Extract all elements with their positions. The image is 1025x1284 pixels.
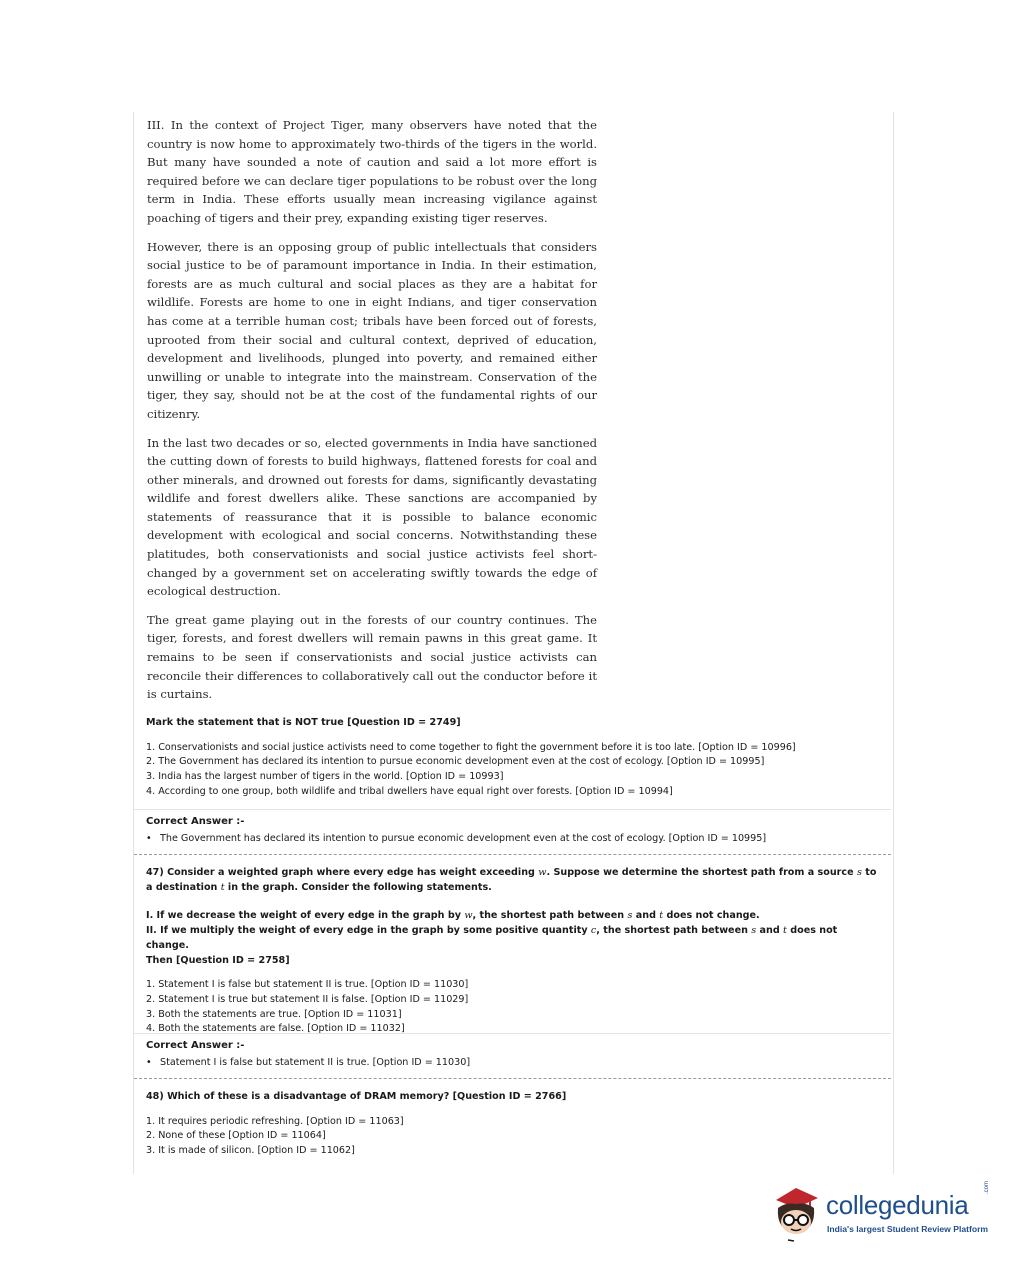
- option-list: [146, 741, 878, 800]
- option-item: 4. Both the statements are false. [Option ID = 11032]: [146, 1023, 405, 1035]
- question-separator: [134, 854, 891, 855]
- option-list: [146, 978, 878, 1037]
- question-separator: [134, 1078, 891, 1079]
- option-item: 2. The Government has declared its intention to pursue economic development even at the cost of ecology. [Option ID = 10995]: [146, 756, 765, 768]
- correct-answer-46: [146, 815, 878, 846]
- statement-2: II. If we multiply the weight of every edge in the graph by some positive quantity c, the shortest path between s and t does not change.: [146, 925, 838, 951]
- statement-1: I. If we decrease the weight of every edge in the graph by w, the shortest path between s and t does not change.: [146, 910, 760, 922]
- option-item: 2. None of these [Option ID = 11064]: [146, 1130, 326, 1142]
- option-item: 3. It is made of silicon. [Option ID = 11062]: [146, 1145, 355, 1157]
- logo-tagline: India's largest Student Review Platform: [827, 1224, 989, 1234]
- option-item: 3. Both the statements are true. [Option ID = 11031]: [146, 1008, 402, 1020]
- question-48: [146, 1090, 878, 1159]
- correct-answer-label: Correct Answer :-: [146, 816, 245, 827]
- question-46: [146, 716, 878, 800]
- question-title: 48) Which of these is a disadvantage of DRAM memory? [Question ID = 2766]: [146, 1091, 567, 1102]
- logo-wordmark: collegedunia: [826, 1190, 969, 1220]
- passage-paragraph-3: In the last two decades or so, elected governments in India have sanctioned the cutting down of forests to build highways, flattened forests for coal and other minerals, and drowned out forests for dams, significantly devastating wildlife and forest dwellers alike. These sanctions are accompanied by statements of reassurance that it is possible to balance economic development with ecological and social concerns. Notwithstanding these platitudes, both conservationists and social justice activists feel short-changed by a government set on accelerating swiftly towards the edge of ecological destruction.: [147, 435, 597, 599]
- question-then: Then [Question ID = 2758]: [146, 954, 290, 966]
- question-47: [146, 866, 878, 1037]
- correct-answer-47: [146, 1039, 878, 1070]
- option-item: 2. Statement I is true but statement II is false. [Option ID = 11029]: [146, 993, 469, 1005]
- option-list: [146, 1115, 878, 1159]
- option-item: 1. It requires periodic refreshing. [Option ID = 11063]: [146, 1115, 404, 1127]
- mascot-icon: [766, 1178, 826, 1248]
- question-title: 47) Consider a weighted graph where every edge has weight exceeding w. Suppose we determine the shortest path from a source s to a destination t in the graph. Consider the following statements.: [146, 867, 877, 893]
- correct-answer-label: Correct Answer :-: [146, 1040, 245, 1051]
- divider: [134, 809, 891, 810]
- correct-answer-value: • The Government has declared its intention to pursue economic development even at the cost of ecology. [Option ID = 10995]: [146, 832, 878, 847]
- passage-paragraph-2: However, there is an opposing group of public intellectuals that considers social justice to be of paramount importance in India. In their estimation, forests are as much cultural and social places as they are a habitat for wildlife. Forests are home to one in eight Indians, and tiger conservation has come at a terrible human cost; tribals have been forced out of forests, uprooted from their social and cultural context, deprived of education, development and livelihoods, plunged into poverty, and remained either unwilling or unable to integrate into the mainstream. Conservation of the tiger, they say, should not be at the cost of the fundamental rights of our citizenry.: [147, 239, 597, 421]
- divider: [134, 1033, 891, 1034]
- option-item: 3. India has the largest number of tigers in the world. [Option ID = 10993]: [146, 771, 504, 783]
- reading-passage: [147, 116, 597, 714]
- option-item: 1. Statement I is false but statement II is true. [Option ID = 11030]: [146, 979, 469, 991]
- logo-domain: .com: [984, 1180, 990, 1194]
- passage-paragraph-1: III. In the context of Project Tiger, many observers have noted that the country is now home to approximately two-thirds of the tigers in the world. But many have sounded a note of caution and said a lot more effort is required before we can declare tiger populations to be robust over the long term in India. These efforts usually mean increasing vigilance against poaching of tigers and their prey, expanding existing tiger reserves.: [147, 118, 597, 225]
- option-item: 1. Conservationists and social justice activists need to come together to fight the government before it is too late. [Option ID = 10996]: [146, 741, 796, 753]
- collegedunia-logo: [766, 1178, 996, 1248]
- correct-answer-value: • Statement I is false but statement II is true. [Option ID = 11030]: [146, 1056, 878, 1071]
- option-item: 4. According to one group, both wildlife and tribal dwellers have equal right over forests. [Option ID = 10994]: [146, 785, 673, 797]
- question-title: Mark the statement that is NOT true [Question ID = 2749]: [146, 717, 461, 728]
- passage-paragraph-4: The great game playing out in the forests of our country continues. The tiger, forests, and forest dwellers will remain pawns in this great game. It remains to be seen if conservationists and social justice activists can reconcile their differences to collaboratively call out the conductor before it is curtains.: [147, 612, 597, 702]
